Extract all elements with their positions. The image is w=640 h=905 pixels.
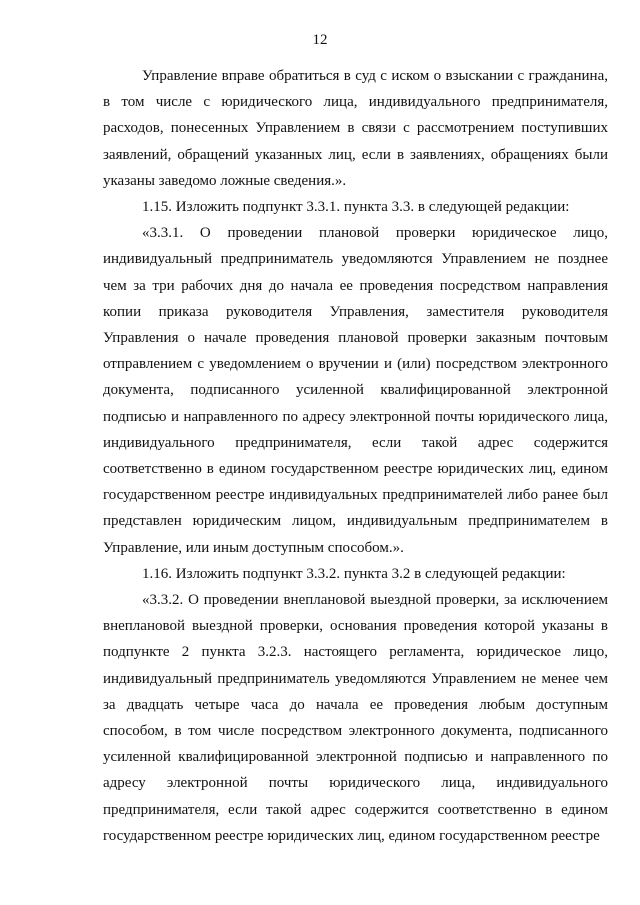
- paragraph-item-1-15: 1.15. Изложить подпункт 3.3.1. пункта 3.3. в следующей редакции:: [142, 199, 570, 216]
- paragraph-item-1-16: 1.16. Изложить подпункт 3.3.2. пункта 3.2 в следующей редакции:: [142, 565, 566, 582]
- paragraph-claim-costs: Управление вправе обратиться в суд с иском о взыскании с гражданина, в том числе с юридического лица, индивидуального предпринимателя, расходов, понесенных Управлением в связи с рассмотрением поступивших заявлений, обращений указанных лиц, если в заявлениях, обращениях были указаны заведомо ложные сведения.».: [103, 68, 608, 189]
- document-body: [103, 63, 608, 849]
- paragraph-subclause-3-3-2: «3.3.2. О проведении внеплановой выездной проверки, за исключением внеплановой выездной проверки, основания проведения которой указаны в подпункте 2 пункта 3.2.3. настоящего регламента, юридическое лицо, индивидуальный предприниматель уведомляются Управлением не менее чем за двадцать четыре часа до начала ее проведения любым доступным способом, в том числе посредством электронного документа, подписанного усиленной квалифицированной электронной подписью и направленного по адресу электронной почты юридического лица, индивидуального предпринимателя, если такой адрес содержится соответственно в едином государственном реестре юридических лиц, едином государственном реестре: [103, 592, 608, 844]
- paragraph-subclause-3-3-1: «3.3.1. О проведении плановой проверки юридическое лицо, индивидуальный предприниматель уведомляются Управлением не позднее чем за три рабочих дня до начала ее проведения посредством направления копии приказа руководителя Управления, заместителя руководителя Управления о начале проведения плановой проверки заказным почтовым отправлением с уведомлением о вручении и (или) посредством электронного документа, подписанного усиленной квалифицированной электронной подписью и направленного по адресу электронной почты юридического лица, индивидуального предпринимателя, если такой адрес содержится соответственно в едином государственном реестре юридических лиц, едином государственном реестре индивидуальных предпринимателей либо ранее был представлен юридическим лицом, индивидуальным предпринимателем в Управление, или иным доступным способом.».: [103, 225, 608, 556]
- page-number: 12: [312, 32, 328, 48]
